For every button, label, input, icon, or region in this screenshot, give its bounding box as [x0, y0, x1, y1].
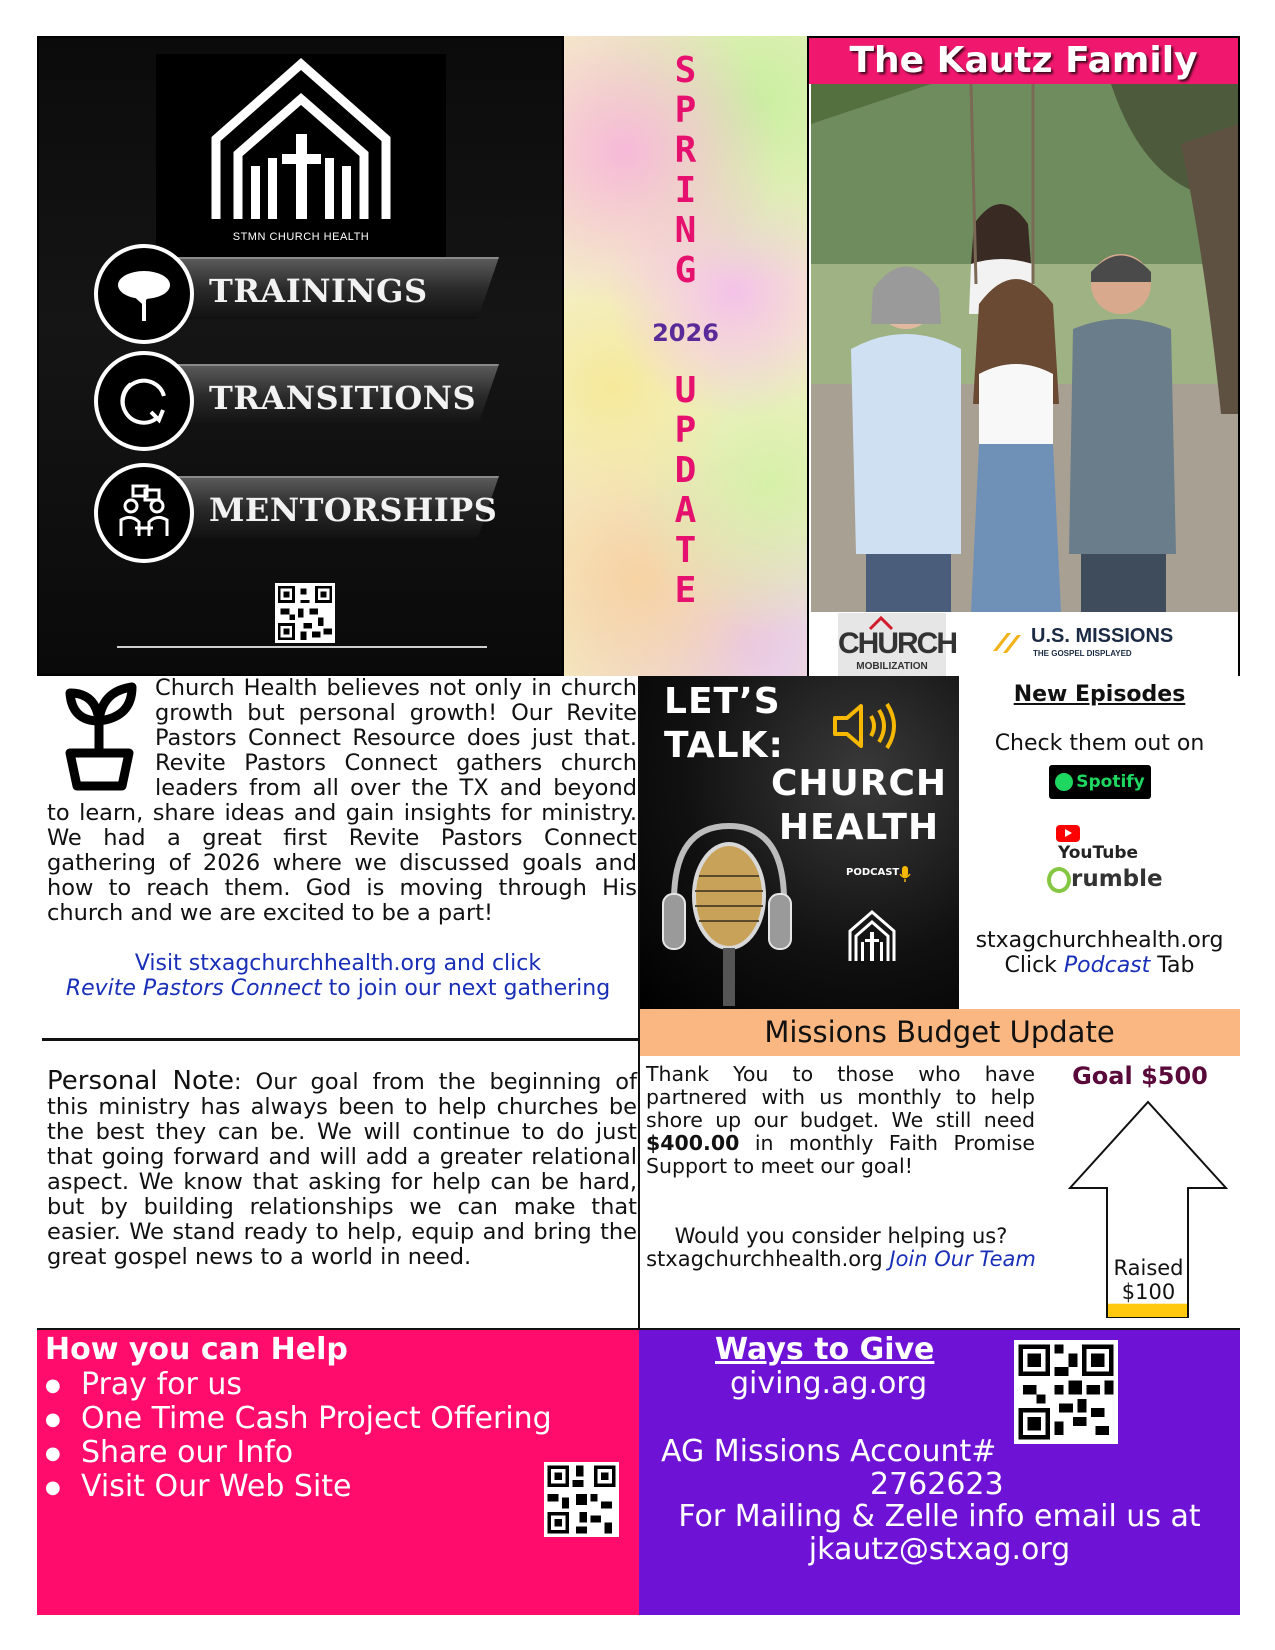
bullet-icon: ● [45, 1443, 61, 1464]
bullet-icon: ● [45, 1375, 61, 1396]
logo-main-text: U.S. MISSIONS [1031, 625, 1174, 647]
church-health-logo [156, 54, 446, 259]
banner-letter: S [674, 50, 697, 91]
podcast-artwork [639, 676, 959, 1009]
trainings-label: TRAININGS [209, 272, 428, 310]
podcast-tag: PODCAST [846, 867, 900, 878]
mic-icon [898, 865, 912, 883]
goal-label: Goal $500 [1072, 1062, 1208, 1090]
mail-line: For Mailing & Zelle info email us at [678, 1499, 1201, 1534]
email-link[interactable]: jkautz@stxag.org [808, 1532, 1071, 1567]
episodes-title: New Episodes [1013, 682, 1186, 707]
banner-letter: N [674, 210, 697, 251]
budget-amount: $400.00 [646, 1131, 740, 1155]
banner-letter: E [674, 570, 697, 611]
give-title: Ways to Give [715, 1332, 935, 1367]
new-episodes-panel [959, 676, 1240, 1009]
spotify-icon [1055, 773, 1073, 791]
podcast-line: CHURCH [770, 763, 947, 804]
logo-main-text: CHURCH [838, 627, 956, 660]
us-missions-logo [989, 625, 1229, 665]
podcast-title-top [664, 680, 784, 768]
revite-link-note [37, 951, 639, 1001]
tree-icon [94, 244, 194, 344]
podcast-tab-link[interactable]: Podcast [1063, 953, 1151, 978]
revite-link[interactable]: Revite Pastors Connect [65, 976, 322, 1001]
microphone-icon [649, 806, 799, 1006]
podcast-line: TALK: [664, 725, 784, 766]
update-word [564, 371, 807, 611]
budget-text-pre: Thank You to those who have partnered with us monthly to help shore up our budget. We still need [646, 1062, 1035, 1132]
logo-sub-text: MOBILIZATION [856, 661, 928, 672]
intro-section [37, 676, 639, 1326]
note-text: : Our goal from the beginning of this ministry has always been to help churches be the best they can be. We will continue to do just that going forward and will add a greater relational aspect. We know that asking for help can be hard, but by building relationships we can make that easier. We stand ready to help, equip and bring the great gospel news to a world in need. [47, 1069, 637, 1270]
youtube-label: YouTube [1058, 843, 1139, 863]
transitions-label: TRANSITIONS [209, 379, 477, 417]
raised-label: Raised [1113, 1256, 1184, 1280]
church-roof-icon [156, 54, 446, 259]
banner-letter: I [674, 170, 697, 211]
family-title: The Kautz Family [809, 38, 1238, 84]
budget-ask [646, 1225, 1036, 1271]
join-team-link[interactable]: Join Our Team [889, 1247, 1036, 1271]
list-item [45, 1402, 552, 1436]
banner-letter: G [674, 250, 697, 291]
youtube-button[interactable] [1056, 823, 1146, 863]
logo-sub-text: THE GOSPEL DISPLAYED [1033, 649, 1132, 658]
family-photo [811, 84, 1238, 612]
cycle-arrow-icon [94, 351, 194, 451]
banner-letter: P [674, 410, 697, 451]
intro-text: Church Health believes not only in church growth but personal growth! Our Revite Pastors Connect Resource does just that. Revite Pastors Connect gathers church leaders from all over the TX and beyond to learn, share ideas and gain insights for ministry. We had a great first Revite Pastors Connect gathering of 2026 where we discussed goals and how to reach them. God is moving through His church and we are excited to be a part! [47, 675, 637, 926]
episodes-check-text: Check them out on [994, 731, 1205, 756]
site-link[interactable]: stxagchurchhealth.org [975, 928, 1224, 953]
mentorships-label: MENTORSHIPS [209, 491, 498, 529]
raised-box [1107, 1248, 1190, 1318]
spring-word [564, 51, 807, 291]
banner-year: 2026 [652, 319, 719, 347]
banner-letter: T [674, 530, 697, 571]
intro-paragraph [47, 676, 637, 926]
trainings-item [94, 244, 509, 324]
account-number: 2762623 [870, 1467, 1004, 1502]
divider [117, 646, 487, 648]
give-panel [639, 1330, 1240, 1615]
giving-site-link[interactable]: giving.ag.org [730, 1366, 928, 1401]
rumble-label: rumble [1071, 866, 1163, 892]
budget-text [646, 1063, 1035, 1178]
raised-amount: $100 [1121, 1280, 1176, 1304]
banner-letter: U [674, 370, 697, 411]
help-item-label: Pray for us [81, 1367, 243, 1402]
spotify-label: Spotify [1076, 772, 1145, 792]
podcast-line: HEALTH [778, 807, 940, 848]
list-item [45, 1368, 552, 1402]
qr-code-icon[interactable] [544, 1462, 619, 1537]
banner-letter: A [674, 490, 697, 531]
help-panel [37, 1330, 639, 1615]
budget-text-post: in monthly Faith Promise Support to meet our goal! [646, 1131, 1035, 1178]
bullet-icon: ● [45, 1477, 61, 1498]
rumble-button[interactable] [1047, 866, 1167, 900]
banner-letter: R [674, 130, 697, 171]
double-slash-icon [989, 627, 1023, 657]
mail-note [639, 1500, 1240, 1566]
rumble-icon [1047, 867, 1071, 893]
logo-caption: STMN CHURCH HEALTH [232, 231, 370, 243]
list-item [45, 1470, 552, 1504]
spotify-button[interactable] [1049, 765, 1151, 799]
qr-code-icon[interactable] [275, 583, 335, 643]
partner-logos [809, 613, 1238, 676]
help-list [45, 1368, 552, 1504]
section-divider [42, 1038, 639, 1041]
banner-letter: D [674, 450, 697, 491]
help-title: How you can Help [45, 1332, 348, 1367]
youtube-icon [1056, 825, 1080, 842]
personal-note [47, 1066, 637, 1270]
bullet-icon: ● [45, 1409, 61, 1430]
spring-update-banner [564, 36, 807, 676]
help-item-label: Share our Info [81, 1435, 294, 1470]
tab-text: Tab [1150, 953, 1195, 978]
podcast-line: LET’S [664, 681, 781, 722]
note-lead: Personal Note [47, 1066, 235, 1096]
help-item-label: One Time Cash Project Offering [81, 1401, 552, 1436]
qr-code-icon[interactable] [1014, 1340, 1118, 1444]
banner-letter: P [674, 90, 697, 131]
services-panel [37, 36, 564, 676]
family-panel [807, 36, 1240, 676]
link-line[interactable]: Visit stxagchurchhealth.org and click [134, 951, 542, 976]
speaker-icon [829, 696, 901, 756]
link-line-rest: to join our next gathering [321, 976, 611, 1001]
ask-site[interactable]: stxagchurchhealth.org [646, 1247, 890, 1271]
podcast-site-note [959, 928, 1240, 978]
transitions-item [94, 351, 509, 431]
account-label: AG Missions Account# [661, 1434, 997, 1469]
people-talking-icon [94, 463, 194, 563]
list-item [45, 1436, 552, 1470]
church-health-small-logo [844, 906, 900, 976]
ask-question: Would you consider helping us? [674, 1224, 1008, 1248]
click-text: Click [1004, 953, 1064, 978]
church-mobilization-logo [838, 613, 956, 676]
budget-heading: Missions Budget Update [639, 1009, 1240, 1056]
mentorships-item [94, 463, 509, 543]
help-item-label: Visit Our Web Site [81, 1469, 352, 1504]
